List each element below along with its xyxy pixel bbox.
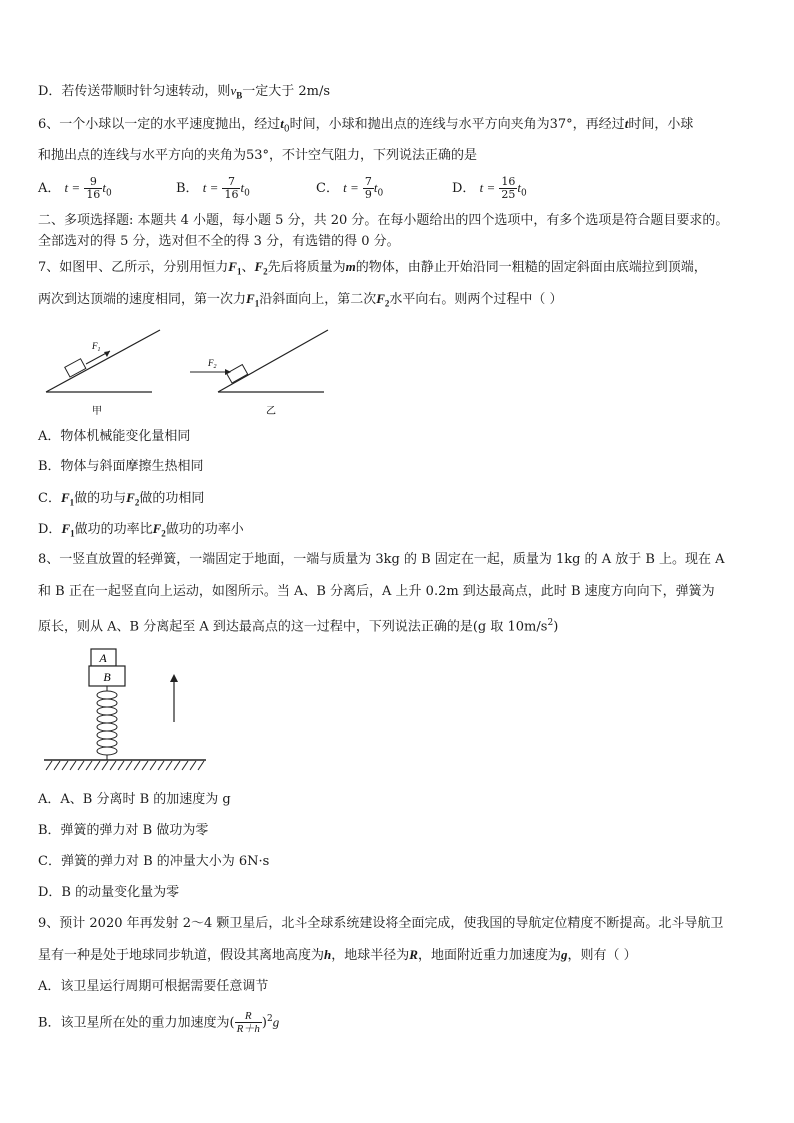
q5-option-d-suffix: 一定大于 2m/s [242,84,331,99]
q7-option-c-f2-sub: 2 [134,497,140,508]
q7-text-d: 两次到达顶端的速度相同，第一次力 [38,292,247,307]
q9-option-b [38,1010,279,1035]
q6-option-a-label: A． [38,181,61,196]
f2-label: $F_2$ [208,358,217,370]
q6-stem-line2: 和抛出点的连线与水平方向的夹角为53°，不计空气阻力，下列说法正确的是 [38,148,478,163]
q9-option-b-num: R [235,1010,262,1023]
q6-option-c-t: t [373,180,378,195]
q7-figure-left [46,330,160,417]
q9-option-b-frac [235,1010,262,1035]
q8-option-a: A．A、B 分离时 B 的加速度为 g [38,792,231,807]
ground-hatch [46,761,204,770]
q7-f2-b: F [376,291,385,306]
q7-figure-right [190,330,328,417]
q6-text-c: 时间，小球 [628,117,694,132]
figure-label-left: 甲 [92,406,102,417]
q6-option-c-num: 7 [364,175,372,188]
q7-stem-line1 [38,258,707,281]
q7-option-c-f2: F [126,490,135,505]
q9-text-d: ，则有（ ） [567,948,637,963]
q6-option-a-eq: t = [64,180,81,195]
q7-option-a: A．物体机械能变化量相同 [38,429,191,444]
q5-option-d-prefix: D．若传送带顺时针匀速转动，则 [38,84,231,99]
q8-option-c: C．弹簧的弹力对 B 的冲量大小为 6N·s [38,854,270,869]
section2-heading-line2: 全部选对的得 5 分，选对但不全的得 3 分，有选错的得 0 分。 [38,234,400,249]
q6-option-c-frac [363,176,374,201]
q6-option-b-eq: t = [202,180,219,195]
q7-f1-b: F [246,291,255,306]
q6-option-b-frac [222,176,240,201]
q6-option-d-t: t [517,180,521,195]
q6-option-a-t-sub: 0 [105,188,112,199]
q7-option-c-label: C． [38,491,61,506]
q7-option-c-end: 做的功相同 [139,491,205,506]
q6-option-b-num: 7 [222,176,240,189]
q7-option-c-mid: 做的功与 [74,491,127,506]
q7-option-d-label: D． [38,522,62,537]
q6-option-b [176,176,250,203]
q6-option-a [38,176,112,203]
q9-option-a: A．该卫星运行周期可根据需要任意调节 [38,979,269,994]
q6-option-d-eq: t = [479,180,496,195]
velocity-arrow-head [170,674,178,682]
block-left [65,359,86,377]
q7-option-b: B．物体与斜面摩擦生热相同 [38,459,204,474]
q7-text-e: 沿斜面向上，第二次 [259,292,377,307]
q7-option-d-f1-sub: 1 [70,528,75,539]
q6-option-a-num: 9 [84,176,102,189]
q8-stem-line1: 8、一竖直放置的轻弹簧，一端固定于地面，一端与质量为 3kg 的 B 固定在一起，质量为 1kg 的 A 放于 B 上。现在 A [38,552,725,567]
q6-option-b-label: B． [176,181,199,196]
section2-heading-line1: 二、多项选择题: 本题共 4 小题，每小题 5 分，共 20 分。在每小题给出的四个选项中，有多个选项是符合题目要求的。 [38,213,729,228]
q6-option-c-den: 9 [364,188,372,201]
q7-option-d [38,520,244,543]
q7-stem-line2 [38,290,563,313]
q9-text-c: ，地面附近重力加速度为 [417,948,561,963]
q6-option-a-den: 16 [86,188,101,201]
q9-r: R [409,947,418,962]
q6-option-d-frac [499,176,517,201]
q7-f2: F [254,259,264,274]
q7-text-c: 的物体，由静止开始沿同一粗糙的固定斜面由底端拉到顶端， [355,260,707,275]
q9-option-b-text: B．该卫星所在处的重力加速度为( [38,1015,235,1031]
q6-t0: t [280,116,284,131]
q6-option-c-t-sub: 0 [377,188,384,199]
q6-stem-line1 [38,115,693,139]
spring [97,686,117,760]
q9-h: h [324,947,332,962]
q7-f1: F [228,259,237,274]
q8-stem-line2: 和 B 正在一起竖直向上运动，如图所示。当 A、B 分离后，A 上升 0.2m 到达最高点，此时 B 速度方向向下，弹簧为 [38,584,715,599]
q7-option-d-f2: F [152,521,162,536]
q7-option-d-end: 做功的功率小 [165,522,244,537]
q7-f1-b-sub: 1 [254,298,260,309]
q9-stem-line1: 9、预计 2020 年再发射 2～4 颗卫星后，北斗全球系统建设将全面完成，使我国的导航定位精度不断提高。北斗导航卫 [38,916,724,931]
block-b-label: B [103,670,111,684]
q6-option-d-den: 25 [501,188,516,201]
incline-slope-right [218,330,328,392]
q8-text-a: 原长，则从 A、B 分离起至 A 到达最高点的这一过程中，下列说法正确的是(g 取 10m/s [38,619,548,635]
q6-option-d [452,176,527,203]
q6-option-b-t: t [240,180,245,195]
q6-option-a-frac [84,176,102,201]
q6-option-d-t-sub: 0 [520,188,527,199]
q6-option-b-den: 16 [224,188,239,201]
q9-option-b-sup: 2 [266,1014,273,1024]
q7-option-c-f1-sub: 1 [69,497,75,508]
q6-option-d-num: 16 [501,175,516,188]
q9-option-b-g: g [272,1014,280,1030]
q7-option-d-f2-sub: 2 [161,528,166,539]
q6-text-b: 时间，小球和抛出点的连线与水平方向夹角为37°，再经过 [289,117,625,132]
q9-text-b: ，地球半径为 [331,948,410,963]
q7-text-f: 水平向右。则两个过程中（ ） [389,292,563,307]
q9-option-b-den: R＋h [236,1023,260,1036]
q7-f2-sub: 2 [263,266,268,277]
q7-f1-sub: 1 [236,266,242,277]
q9-stem-line2 [38,946,637,965]
q6-t0-sub: 0 [283,124,290,135]
q5-var-sub: B [236,90,243,101]
f1-label: $F_1$ [92,341,101,353]
q6-option-d-label: D． [452,181,476,196]
figure-label-right: 乙 [266,406,276,417]
q7-m: m [345,259,356,274]
q9-text-a: 星有一种是处于地球同步轨道，假设其离地高度为 [38,948,325,963]
q7-option-d-mid: 做功的功率比 [74,522,153,537]
q6-option-c-label: C． [316,181,339,196]
q8-sup: 2 [547,618,554,628]
block-a-label: A [99,651,107,665]
q7-option-c-f1: F [60,490,70,505]
q6-text-a: 6、一个小球以一定的水平速度抛出，经过 [38,117,281,132]
q7-option-c [38,489,204,512]
q6-t: t [624,116,629,131]
q8-text-b: ) [553,619,559,635]
q6-option-c-eq: t = [343,180,359,195]
q7-text-b: 先后将质量为 [267,260,346,275]
q9-option-b-paren: ) [261,1015,267,1031]
block-right [227,365,248,383]
q7-figure [40,322,340,418]
q8-figure [38,644,210,776]
q7-text-a: 7、如图甲、乙所示，分别用恒力 [38,260,229,275]
q7-f2-b-sub: 2 [384,298,390,309]
incline-slope-left [46,330,160,392]
q5-var-v: v [230,83,237,98]
q8-option-d: D．B 的动量变化量为零 [38,885,180,900]
q9-g: g [560,947,568,962]
q6-option-c [316,176,383,203]
q7-sep: 、 [241,260,255,275]
q8-stem-line3 [38,614,558,636]
q6-option-b-t-sub: 0 [244,188,250,199]
q5-option-d [38,82,330,105]
q7-option-d-f1: F [61,521,71,536]
q6-option-a-t: t [102,180,106,195]
q8-option-b: B．弹簧的弹力对 B 做功为零 [38,823,209,838]
